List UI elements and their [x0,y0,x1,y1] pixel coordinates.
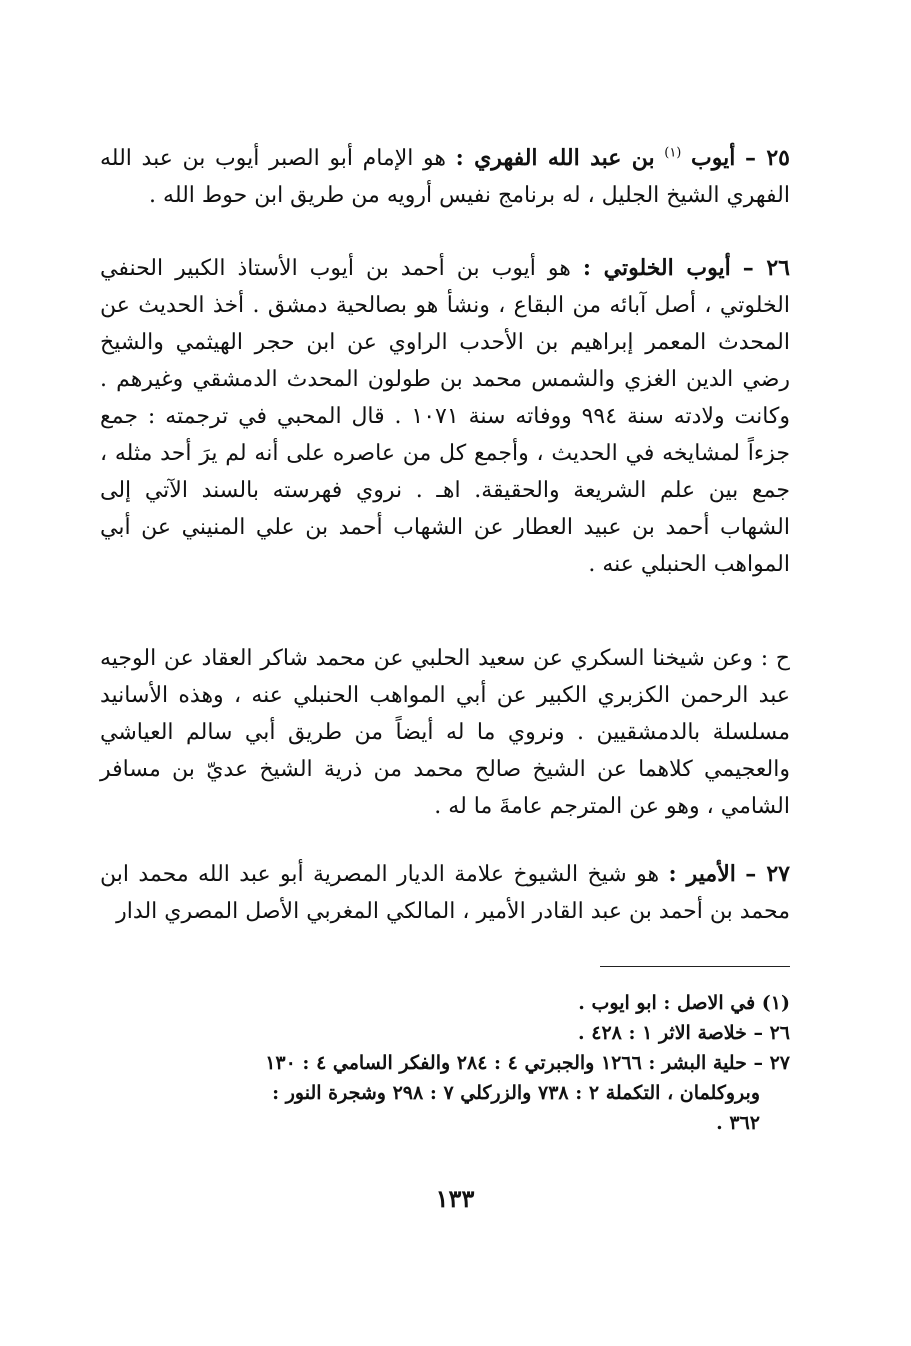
footnote-1: (١) في الاصل : ابو ايوب . [578,992,790,1014]
entry-name: أيوب [691,145,736,171]
entry-number: ٢٦ – [742,255,790,281]
footnote-divider [600,966,790,967]
entry-26 [100,250,790,583]
entry-text: هو شيخ الشيوخ علامة الديار المصرية أبو عبد الله محمد ابن محمد بن أحمد بن عبد القادر الأمير ، المالكي المغربي الأصل المصري الدار [100,862,790,924]
entry-number: ٢٥ – [745,145,790,171]
footnote-26: ٢٦ – خلاصة الاثر ١ : ٤٢٨ . [578,1022,790,1044]
footnote-27-line1: ٢٧ – حلية البشر : ١٢٦٦ والجبرتي ٤ : ٢٨٤ والفكر السامي ٤ : ١٣٠ [265,1052,790,1074]
entry-text: ح : وعن شيخنا السكري عن سعيد الحلبي عن محمد شاكر العقاد عن الوجيه عبد الرحمن الكزبري الكبير عن أبي المواهب الحنبلي عنه ، وهذه الأسانيد مسلسلة بالدمشقيين . ونروي ما له أيضاً من طريق أبي سالم العياشي والعجيمي كلاهما عن الشيخ صالح محمد من ذرية الشيخ عديّ بن مسافر الشامي ، وهو عن المترجم عامةَ ما له . [100,646,790,819]
footnote-27-line3: ٣٦٢ . [716,1112,760,1134]
page-number: ١٣٣ [435,1184,475,1213]
footnote-ref: (١) [664,145,682,161]
footnote-27-line2: وبروكلمان ، التكملة ٢ : ٧٣٨ والزركلي ٧ : ٢٩٨ وشجرة النور : [272,1082,760,1104]
entry-25 [100,140,790,214]
footnotes [100,988,790,1138]
entry-number: ٢٧ – [745,861,790,887]
entry-26-chain [100,640,790,825]
entry-name-rest: بن عبد الله الفهري : [455,145,655,171]
entry-27 [100,856,790,930]
entry-name: أيوب الخلوتي : [582,255,731,281]
entry-text: هو أيوب بن أحمد بن أيوب الأستاذ الكبير الحنفي الخلوتي ، أصل آبائه من البقاع ، ونشأ هو بصالحية دمشق . أخذ الحديث عن المحدث المعمر إبراهيم بن الأحدب الراوي عن ابن حجر الهيثمي والشيخ رضي الدين الغزي والشمس محمد بن طولون المحدث الدمشقي وغيرهم . وكانت ولادته سنة ٩٩٤ ووفاته سنة ١٠٧١ . قال المحبي في ترجمته : جمع جزءاً لمشايخه في الحديث ، وأجمع كل من عاصره على أنه لم يرَ أحد مثله ، جمع بين علم الشريعة والحقيقة. اهـ . نروي فهرسته بالسند الآتي إلى الشهاب أحمد بن عبيد العطار عن الشهاب أحمد بن علي المنيني عن أبي المواهب الحنبلي عنه . [100,256,791,577]
entry-text: هو الإمام أبو الصبر أيوب بن عبد الله الفهري الشيخ الجليل ، له برنامج نفيس أرويه من طريق ابن حوط الله . [100,146,790,208]
entry-name: الأمير : [668,861,736,887]
